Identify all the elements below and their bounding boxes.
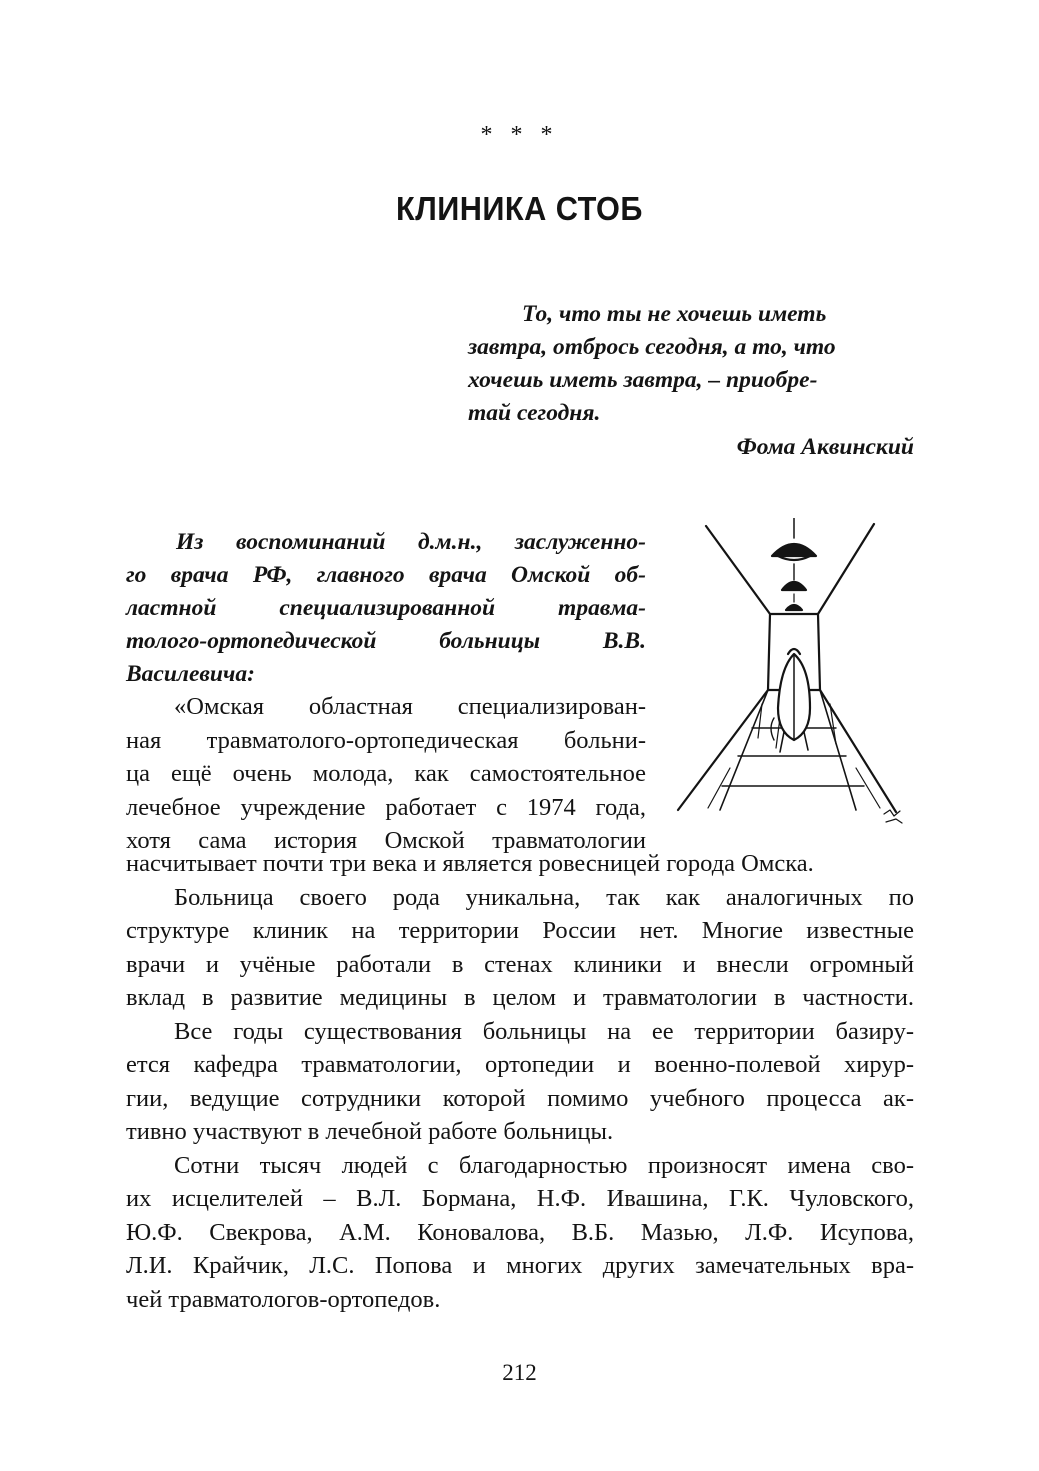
body-line: вклад в развитие медицины в целом и травматологии в частности. <box>126 984 914 1011</box>
corridor-sketch-icon <box>660 518 920 833</box>
body-line: Ю.Ф. Свекрова, А.М. Коновалова, В.Б. Мазью, Л.Ф. Исупова, <box>126 1218 914 1246</box>
body-line: Больница своего рода уникальна, так как аналогичных по <box>174 883 914 911</box>
body-line: хотя сама история Омской травматологии <box>126 827 646 854</box>
epigraph-line: То, что ты не хочешь иметь <box>522 301 827 327</box>
body-line: Сотни тысяч людей с благодарностью произносят имена сво- <box>174 1151 914 1179</box>
body-paragraph-narrow <box>126 690 646 858</box>
body-line: ца ещё очень молода, как самостоятельное <box>126 760 646 787</box>
epigraph-line: хочешь иметь завтра, – приобре- <box>468 367 818 393</box>
page-number: 212 <box>502 1360 537 1385</box>
intro-line: го врача РФ, главного врача Омской об- <box>126 562 646 588</box>
body-line: гии, ведущие сотрудники которой помимо учебного процесса ак- <box>126 1084 914 1112</box>
epigraph <box>468 298 914 464</box>
body-line: «Омская областная специализирован- <box>174 693 646 720</box>
body-line: лечебное учреждение работает с 1974 года, <box>126 793 646 821</box>
intro-heading <box>126 526 646 691</box>
body-line: ная травматолого-ортопедическая больни- <box>126 726 646 754</box>
body-line: структуре клиник на территории России нет. Многие известные <box>126 917 914 944</box>
epigraph-line: тай сегодня. <box>468 400 601 426</box>
intro-line: Из воспоминаний д.м.н., заслуженно- <box>176 529 646 555</box>
intro-line: Василевича: <box>126 661 255 687</box>
body-line: врачи и учёные работали в стенах клиники и внесли огромный <box>126 950 914 978</box>
intro-line: ластной специализированной травма- <box>126 595 646 621</box>
body-line: их исцелителей – В.Л. Бормана, Н.Ф. Ивашина, Г.К. Чуловского, <box>126 1185 914 1212</box>
epigraph-line: завтра, отбрось сегодня, а то, что <box>468 334 836 360</box>
section-separator: * * * <box>480 122 559 148</box>
epigraph-author: Фома Аквинский <box>736 434 914 460</box>
body-line: насчитывает почти три века и является ровесницей города Омска. <box>126 850 814 877</box>
body-line: тивно участвуют в лечебной работе больницы. <box>126 1118 614 1145</box>
body-paragraphs <box>126 847 914 1316</box>
body-line: чей травматологов-ортопедов. <box>126 1285 441 1313</box>
body-line: Л.И. Крайчик, Л.С. Попова и многих других замечательных вра- <box>126 1252 914 1279</box>
intro-line: толого-ортопедической больницы В.В. <box>126 628 646 654</box>
body-line: Все годы существования больницы на ее территории базиру- <box>174 1017 914 1045</box>
body-line: ется кафедра травматологии, ортопедии и военно-полевой хирур- <box>126 1051 914 1078</box>
page-title: КЛИНИКА СТОБ <box>396 190 643 227</box>
